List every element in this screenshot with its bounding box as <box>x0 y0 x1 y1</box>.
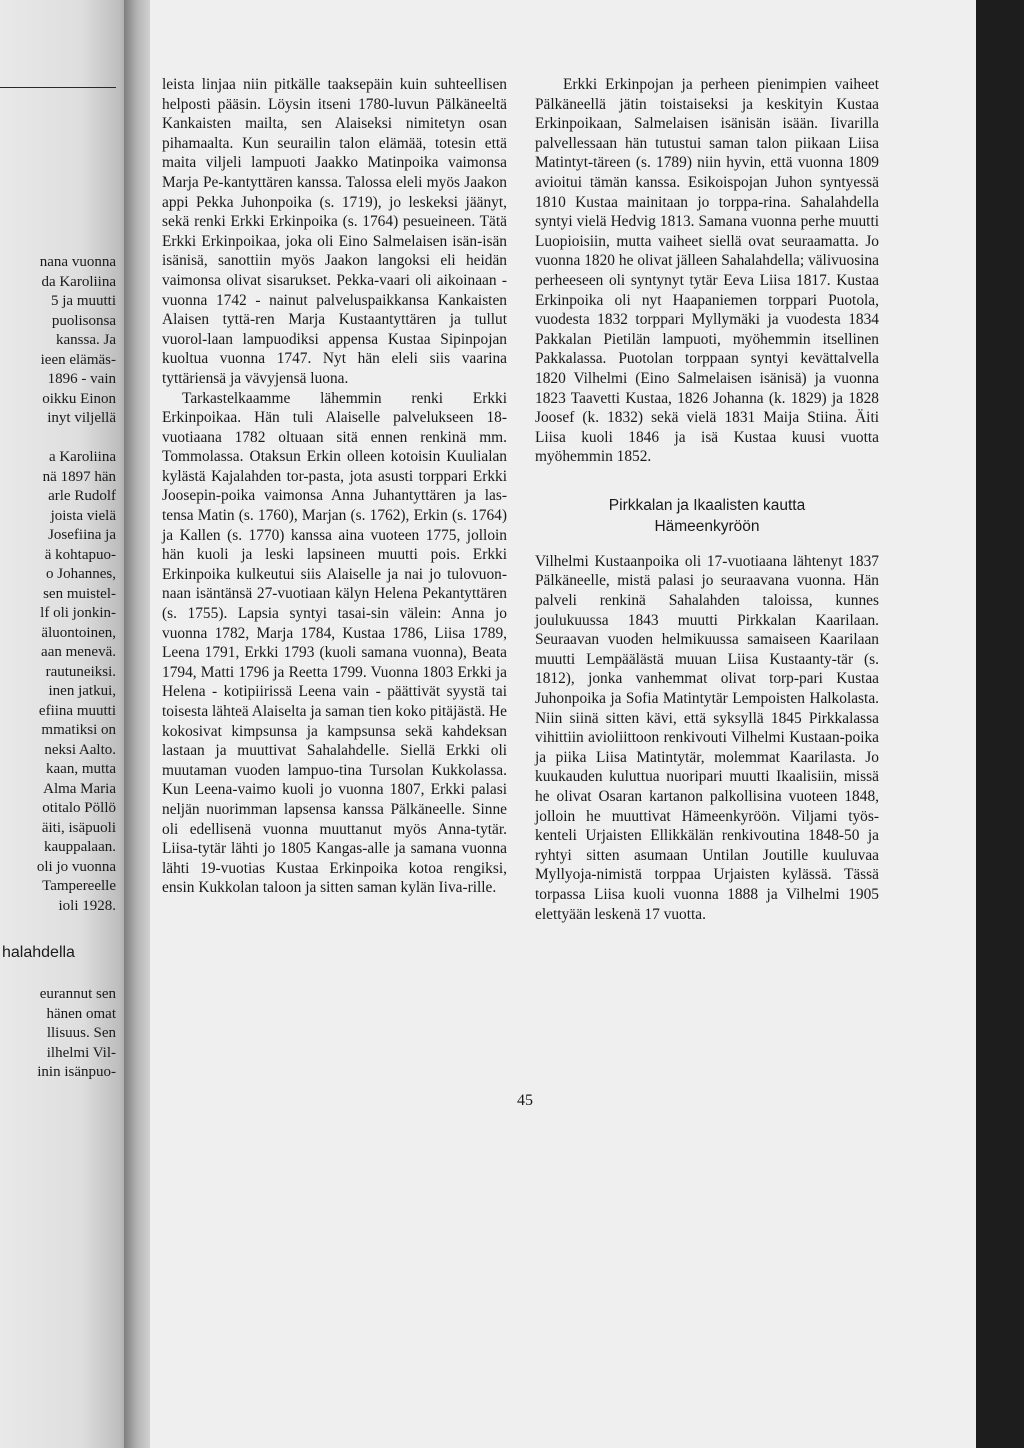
facing-page-line: ä kohtapuo- <box>44 546 116 563</box>
facing-page-line: efiina muutti <box>38 702 116 719</box>
facing-page-line: äluontoinen, <box>41 624 116 641</box>
facing-page-text-upper <box>2 253 116 916</box>
facing-page-line: oikku Einon <box>42 390 116 407</box>
facing-page-line: ieen elämäs- <box>40 351 116 368</box>
facing-page-line: oli jo vuonna <box>36 858 116 875</box>
facing-page-line: neksi Aalto. <box>44 741 116 758</box>
facing-page-line: sen muistel- <box>43 585 116 602</box>
facing-page-line: kauppalaan. <box>43 839 116 855</box>
facing-page-line: a Karoliina <box>48 449 116 465</box>
facing-page-line: da Karoliina <box>41 273 116 290</box>
facing-page-line: llisuus. Sen <box>46 1025 116 1041</box>
facing-page-line: Alma Maria <box>43 780 116 797</box>
facing-page-line: eurannut sen <box>39 986 116 1002</box>
facing-page-line: Josefiina ja <box>48 527 116 543</box>
facing-page-line: inyt viljellä <box>47 410 116 426</box>
facing-page-line: inin isänpuo- <box>37 1064 116 1080</box>
facing-page-text-lower <box>2 985 116 1083</box>
paragraph: Erkki Erkinpojan ja perheen pienimpien vaiheet Pälkäneellä jätin toistaiseksi ja keskityin Kustaa Erkinpoikaan, Salmelaisen isänisän isään. Iivarilla palvellessaan hän tutustui saman talon piikaan Liisa Matintyt-täreen (s. 1789) niin hyvin, että vuonna 1809 avioitui tämän kanssa. Esikoispojan Juhon syntyessä 1810 Kustaa mainitaan jo torppa-rina. Sahalahdella syntyi vielä Hedvig 1813. Samana vuonna perhe muutti Luopioisiin, mutta vaiheet siellä ovat seuraamatta. Jo vuonna 1820 he olivat jälleen Sahalahdella; välivuosina perheeseen oli syntynyt tytär Eeva Liisa 1817. Kustaa Erkinpoika oli nyt Haapaniemen torppari Puotola, vuodesta 1832 torppari Myllymäki ja vuodesta 1834 Pakkalan Pietilän lampuoti, myöhemmin itsellinen Pakkalassa. Puotolan torppaan syntyi kevättalvella 1820 Vilhelmi (Eino Salmelaisen isänisä) ja vuonna 1823 Taavetti Kustaa, 1826 Johanna (k. 1829) ja 1828 Joosef (k. 1832) sekä vielä 1831 Maija Stiina. Äiti Liisa kuoli 1846 ja isä Kustaa kuusi vuotta myöhemmin 1852. <box>535 76 879 466</box>
facing-page <box>0 0 136 1448</box>
line-gap <box>2 429 116 449</box>
paragraph: Tarkastelkaamme lähemmin renki Erkki Erkinpoikaa. Hän tuli Alaiselle palvelukseen 18-vuotiaana 1782 oltuaan sitä ennen renkinä mm. Tommolassa. Otaksun Erkin olleen kotoisin Kuulialan kylästä Kajalahden tor-pasta, jota asusti torppari Erkki Joosepin-poika vaimonsa Anna Juhantyttären ja las-tensa Matin (s. 1760), Marjan (s. 1762), Erkin (s. 1764) ja Kallen (s. 1770) kanssa aina vuoteen 1775, jolloin hän kuoli ja leski lapsineen muutti pois. Erkki Erkinpoika kulkeutui siis Alaiselle ja nai jo tulovuon-naan isäntänsä 27-vuotiaan kälyn Helena Pekantyttären (s. 1755). Lapsia syntyi tasai-sin välein: Anna jo vuonna 1782, Marja 1784, Kustaa 1786, Liisa 1789, Leena 1791, Erkki 1793 (kuoli samana vuonna), Beata 1794, Matti 1796 ja Reetta 1799. Vuonna 1803 Erkki ja Helena - kotipiirissä Leena vain - päättivät syystä tai toisesta lähteä Alaiselta ja saman tien koko pitäjästä. He kokosivat kimpsunsa ja kampsunsa sekä kahdeksan lastaan ja muuttivat Sahalahdelle. Siellä Erkki oli muutaman vuoden lampuo-tina Tursolan Kukkolassa. Kun Leena-vaimo kuoli jo vuonna 1807, Erkki palasi neljän nuorimman lapsensa kanssa Pälkäneelle. Sinne oli edellisenä vuonna muuttanut myös Anna-tytär. Liisa-tytär lähti jo 1805 Kangas-alle ja samana vuonna lähti 19-vuotias Kustaa Erkinpoika kotoa rengiksi, ensin Kukkolan taloon ja sitten saman kylän Iiva-rille. <box>162 389 507 897</box>
section-heading-line-2: Hämeenkyröön <box>654 517 760 535</box>
facing-page-line: o Johannes, <box>46 566 116 582</box>
facing-page-line: 5 ja muutti <box>51 293 116 309</box>
facing-page-line: aan menevä. <box>41 644 116 660</box>
paragraph: Vilhelmi Kustaanpoika oli 17-vuotiaana lähtenyt 1837 Pälkäneelle, mistä palasi jo seuraavana vuonna. Hän palveli renkinä Sahalahden taloissa, kunnes joulukuussa 1843 muutti Pirkkalan Kaarilaan. Seuraavan vuoden helmikuussa samaiseen Kaarilaan muutti Lempäälästä muuan Liisa Kustaanty-tär (s. 1812), jonka vanhemmat olivat torp-pari Kustaa Juhonpoika ja Sofia Matintytär Lempoisten Halkolasta. Niin siinä sitten kävi, että syksyllä 1845 Pirkkalassa vihittiin avioliittoon renkivouti Vilhelmi Kustaan-poika ja piika Liisa Matintytär, molemmat Kaarilasta. Jo kuukauden kuluttua nuoripari muutti Ikaalisiin, missä he olivat Osaran kartanon palkollisina vuoteen 1848, jolloin he muuttivat Hämeenkyröön. Viljami työs-kenteli Urjaisten Ellikkälän renkivoutina 1848-50 ja ryhtyi sitten asumaan Untilan Joutille kuuluvaa Myllyoja-nimistä torppaa Urjaisten kylässä. Tässä torpassa Liisa kuoli vuonna 1888 ja Vilhelmi 1905 elettyään leskenä 17 vuotta. <box>535 552 879 923</box>
facing-page-line: kanssa. Ja <box>56 332 116 348</box>
main-page <box>150 0 976 1448</box>
page-number: 45 <box>517 1092 533 1109</box>
facing-page-line: Tampereelle <box>42 878 116 894</box>
facing-page-line: puolisonsa <box>51 312 116 329</box>
facing-page-line: ilhelmi Vil- <box>46 1044 116 1061</box>
facing-page-line: inen jatkui, <box>48 683 116 699</box>
facing-page-line: mmatiksi on <box>41 722 116 738</box>
facing-page-line: 1896 - vain <box>47 371 116 387</box>
facing-page-line: arle Rudolf <box>48 488 116 504</box>
text-column-right <box>535 75 879 924</box>
facing-page-line: hänen omat <box>46 1005 116 1022</box>
facing-page-line: otitalo Pöllö <box>42 800 116 816</box>
paragraph: leista linjaa niin pitkälle taaksepäin kuin suhteellisen helposti pääsin. Löysin itseni 1780-luvun Pälkäneeltä Kankaisten mailta, sen Alaiseksi nimitetyn osan pihamaalta. Kun seurailin talon elämää, totesin että maita viljeli lampuoti Jaakko Matinpoika vaimonsa Marja Pe-kantyttären kanssa. Talossa eleli myös Jaakon appi Pekka Juhonpoika (s. 1719), jo leskeksi jäänyt, sekä renki Erkki Erkinpoika (s. 1764) pesueineen. Tätä Erkki Erkinpoikaa, joka oli Eino Salmelaisen isän-isän isänisä, sanottiin myös Jaakon langoksi eli heidän vaimonsa olivat sisarukset. Pekka-vaari oli aikoinaan - vuonna 1742 - nainut palveluspaikkansa Kankaisten Alaisen tyttä-ren Marja Kustaantyttären ja tullut vuorol-laan lampuodiksi appensa Kustaa Sipinpojan kuoltua vuonna 1747. Nyt hän eleli siis vaarina tyttäriensä ja vävyjensä luona. <box>162 76 507 387</box>
scan-background <box>976 0 1024 1448</box>
facing-page-line: joista vielä <box>50 507 116 524</box>
section-heading-line-1: Pirkkalan ja Ikaalisten kautta <box>608 496 806 514</box>
facing-page-rule <box>0 87 116 88</box>
section-heading <box>535 495 879 537</box>
facing-page-line: kaan, mutta <box>46 761 116 777</box>
facing-page-line: äiti, isäpuoli <box>41 819 116 836</box>
facing-page-line: ioli 1928. <box>58 897 116 914</box>
facing-page-line: lf oli jonkin- <box>40 605 116 621</box>
facing-page-line: nä 1897 hän <box>42 468 116 485</box>
facing-page-line: nana vuonna <box>39 254 116 270</box>
facing-page-heading: halahdella <box>2 944 75 961</box>
text-column-left <box>162 75 507 898</box>
facing-page-line: rautuneiksi. <box>45 663 116 680</box>
